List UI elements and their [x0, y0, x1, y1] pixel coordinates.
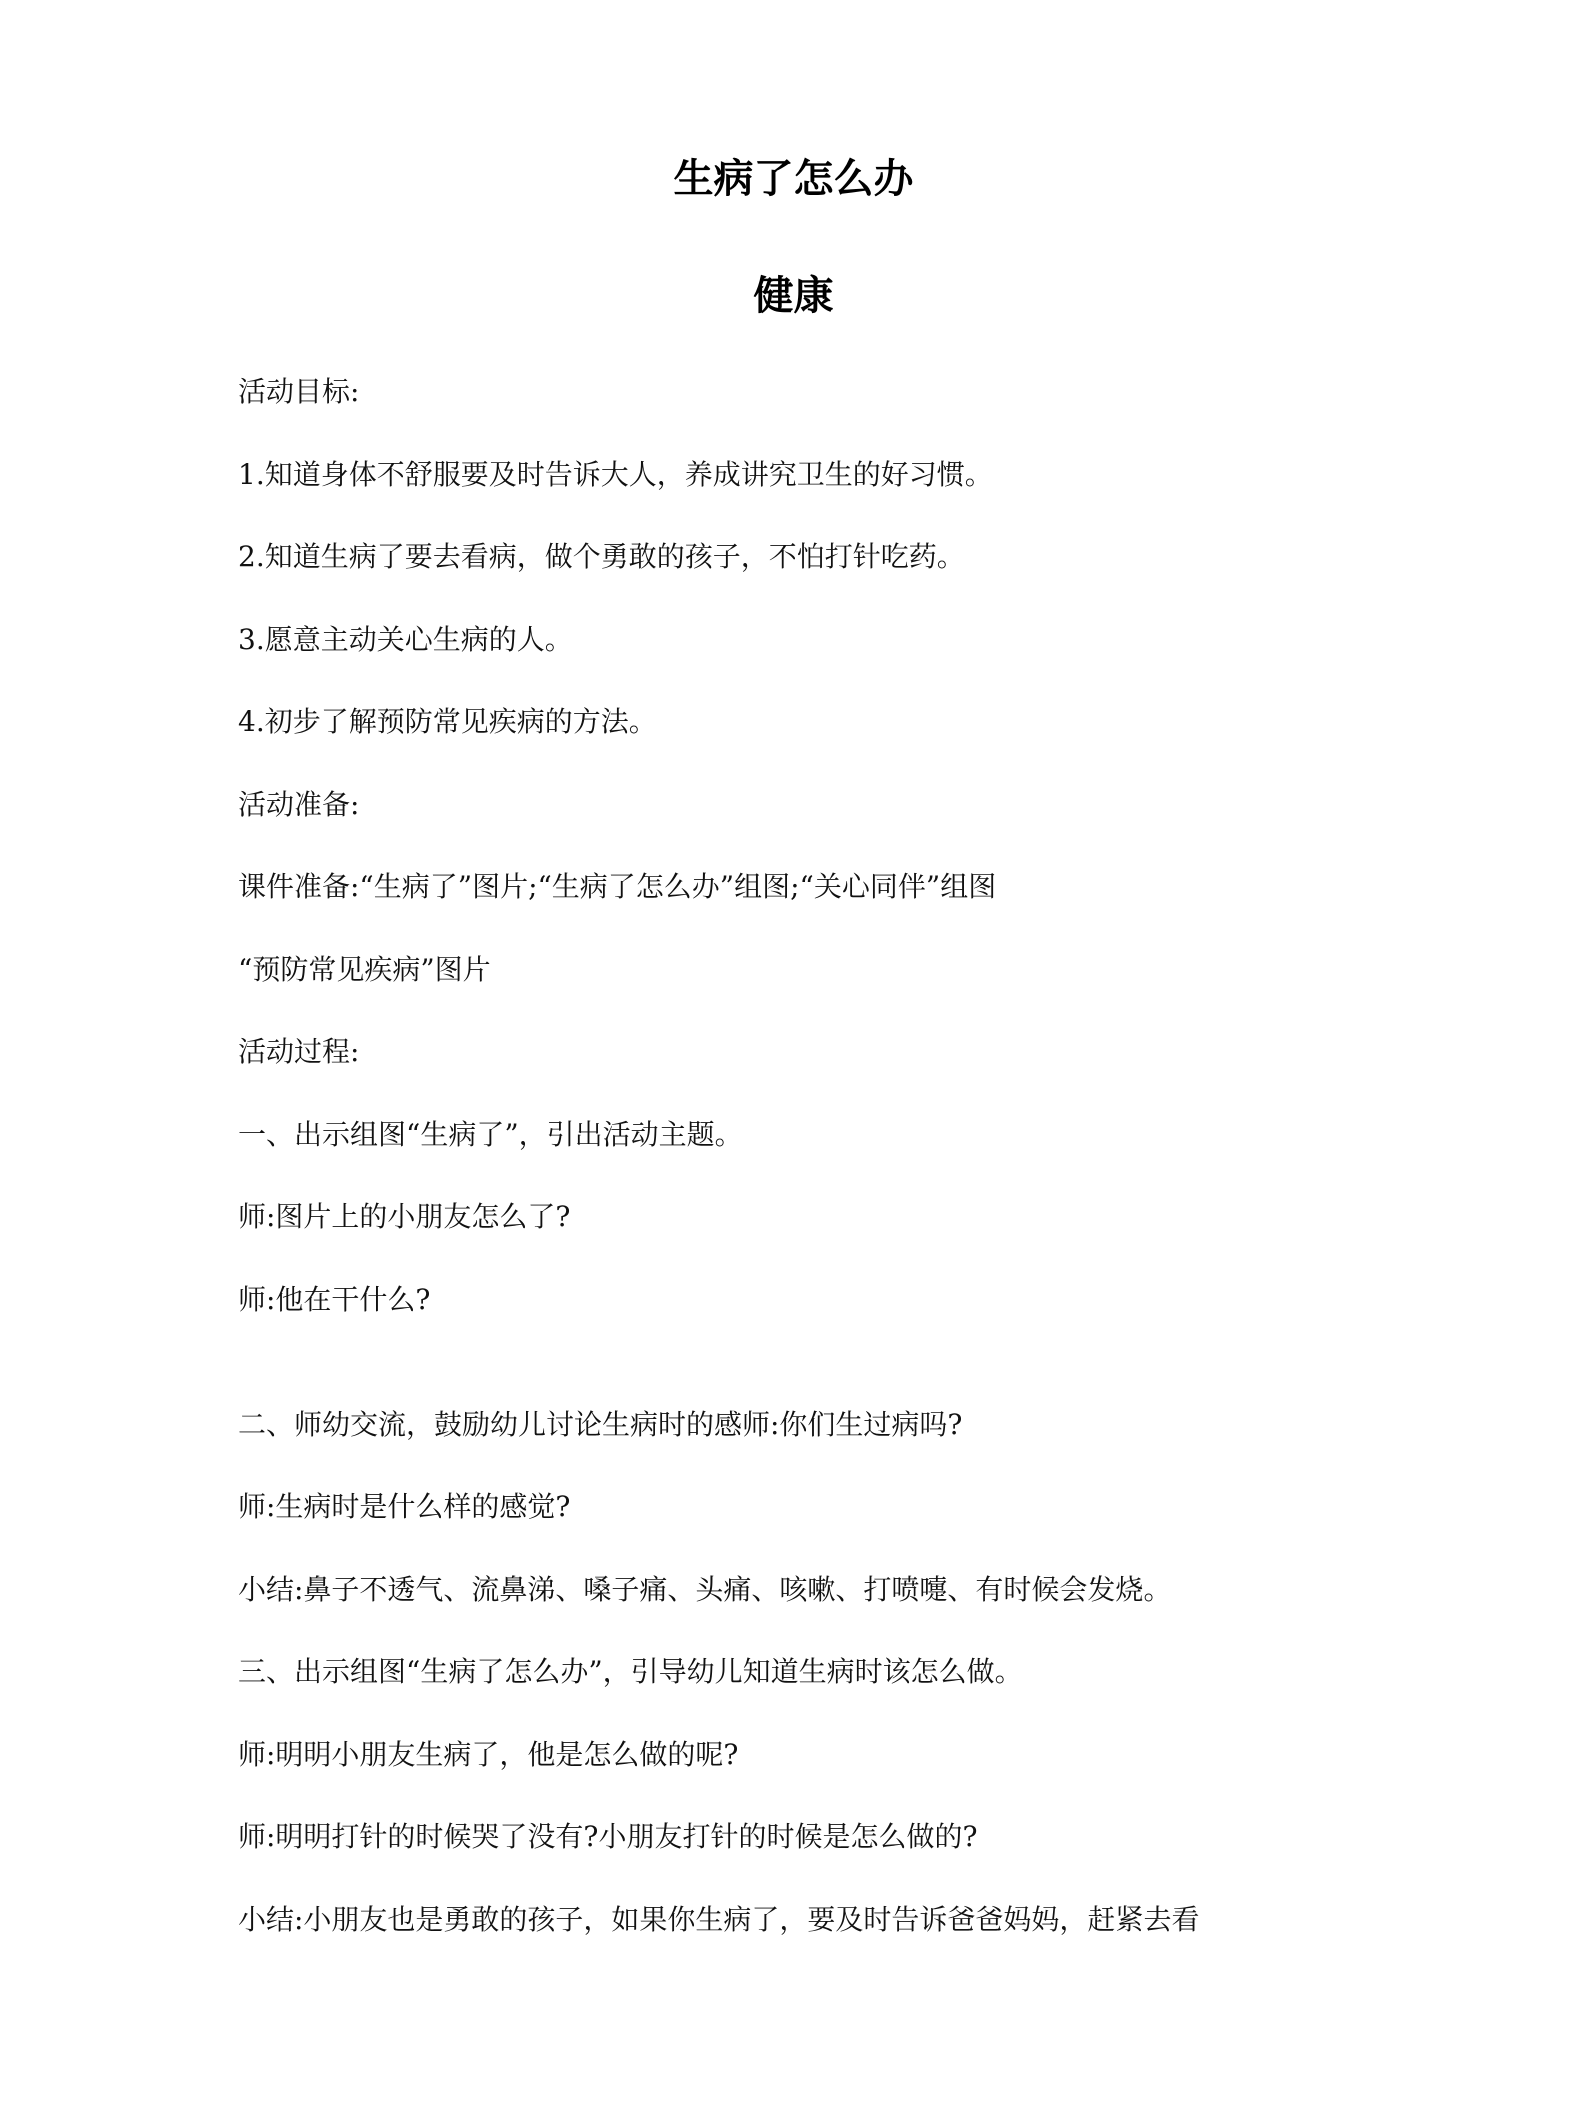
- section-heading-process: 活动过程:: [238, 1035, 360, 1068]
- section-heading-preparation: 活动准备:: [238, 788, 360, 821]
- goal-item-1: 1.知道身体不舒服要及时告诉大人，养成讲究卫生的好习惯。: [238, 458, 993, 491]
- document-title: 生病了怎么办: [673, 156, 914, 202]
- section-heading-goals: 活动目标:: [238, 375, 360, 408]
- goal-item-3: 3.愿意主动关心生病的人。: [238, 623, 573, 656]
- process-step-1: 一、出示组图“生病了”，引出活动主题。: [238, 1118, 743, 1151]
- summary: 小结:鼻子不透气、流鼻涕、嗓子痛、头痛、咳嗽、打喷嚏、有时候会发烧。: [238, 1573, 1172, 1606]
- teacher-question: 师:明明小朋友生病了，他是怎么做的呢?: [238, 1738, 739, 1771]
- teacher-question: 师:图片上的小朋友怎么了?: [238, 1200, 571, 1233]
- goal-item-4: 4.初步了解预防常见疾病的方法。: [238, 705, 657, 738]
- teacher-question: 师:明明打针的时候哭了没有?小朋友打针的时候是怎么做的?: [238, 1820, 978, 1853]
- goal-item-2: 2.知道生病了要去看病，做个勇敢的孩子，不怕打针吃药。: [238, 540, 965, 573]
- teacher-question: 师:生病时是什么样的感觉?: [238, 1490, 571, 1523]
- teacher-question: 师:他在干什么?: [238, 1283, 431, 1316]
- document-subtitle: 健康: [753, 273, 834, 319]
- preparation-courseware: 课件准备:“生病了”图片;“生病了怎么办”组图;“关心同伴”组图: [238, 870, 997, 903]
- summary: 小结:小朋友也是勇敢的孩子，如果你生病了，要及时告诉爸爸妈妈，赶紧去看: [238, 1903, 1200, 1936]
- process-step-3: 三、出示组图“生病了怎么办”，引导幼儿知道生病时该怎么做。: [238, 1655, 1023, 1688]
- preparation-courseware-cont: “预防常见疾病”图片: [238, 953, 491, 986]
- process-step-2: 二、师幼交流，鼓励幼儿讨论生病时的感师:你们生过病吗?: [238, 1408, 963, 1441]
